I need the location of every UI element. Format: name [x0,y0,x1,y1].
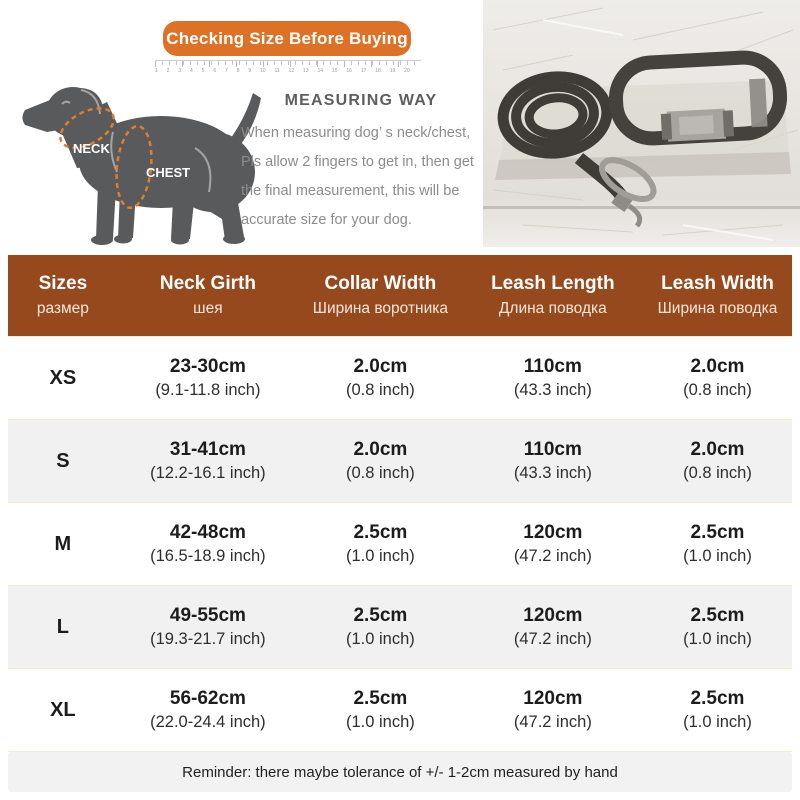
table-row-l [8,586,792,669]
measuring-way-title: MEASURING WAY [284,92,438,109]
neck-girth-cell: 42-48cm (16.5-18.9 inch) [150,522,266,565]
neck-label: NECK [73,141,110,156]
leash-length-cell: 120cm (47.2 inch) [513,522,592,565]
neck-girth-cell: 49-55cm (19.3-21.7 inch) [150,605,266,648]
measuring-line: accurate size for your dog. [241,212,412,228]
size-table [8,255,792,752]
table-row-xl [8,669,792,752]
collar-leash-photo [483,0,800,247]
size-label: S [56,449,70,472]
size-label: XL [50,698,76,721]
table-row-m [8,503,792,586]
neck-girth-cell: 56-62cm (22.0-24.4 inch) [150,688,266,731]
collar-width-cell: 2.0cm (0.8 inch) [345,356,415,399]
leash-length-cell: 110cm (43.3 inch) [513,439,592,482]
collar-slider [749,78,767,127]
collar-width-cell: 2.5cm (1.0 inch) [345,605,415,648]
column-header-sizes: Sizes размер [36,273,89,317]
table-row-s [8,420,792,503]
top-section [0,0,800,255]
leash-width-cell: 2.0cm (0.8 inch) [683,439,752,482]
table-row-xs [8,337,792,420]
chest-label: CHEST [146,165,191,180]
measuring-line: When measuring dog’ s neck/chest, [241,125,471,141]
leash-width-cell: 2.5cm (1.0 inch) [683,522,752,565]
leash-length-cell: 120cm (47.2 inch) [513,688,592,731]
neck-girth-cell: 23-30cm (9.1-11.8 inch) [155,356,261,399]
collar-width-cell: 2.5cm (1.0 inch) [345,522,415,565]
leash-width-cell: 2.5cm (1.0 inch) [683,605,752,648]
column-header-leash-length: Leash Length Длина поводка [491,273,615,317]
dog-measuring-diagram [13,60,271,248]
measuring-line: Pls allow 2 fingers to get in, then get [241,154,474,170]
collar-width-cell: 2.0cm (0.8 inch) [345,439,415,482]
reminder-note: Reminder: there maybe tolerance of +/- 1-2cm measured by hand [8,752,792,792]
leash-width-cell: 2.5cm (1.0 inch) [683,688,752,731]
size-label: XS [49,366,77,389]
size-label: M [54,532,72,555]
column-header-leash-width: Leash Width Ширина поводка [657,273,778,317]
product-photo [483,0,800,247]
ruler-numbers: 1 2 3 4 5 6 7 8 9 10 11 12 13 14 15 16 17 18 19 20 [155,68,410,74]
column-header-collar-width: Collar Width Ширина воротника [312,273,449,317]
leash-width-cell: 2.0cm (0.8 inch) [683,356,752,399]
size-label: L [56,615,69,638]
table-header-row [8,255,792,337]
neck-girth-cell: 31-41cm (12.2-16.1 inch) [150,439,266,482]
leash-length-cell: 110cm (43.3 inch) [513,356,592,399]
leash-length-cell: 120cm (47.2 inch) [513,605,592,648]
column-header-neck-girth: Neck Girth шея [159,273,256,317]
measuring-way-block [241,92,481,235]
collar-width-cell: 2.5cm (1.0 inch) [345,688,415,731]
dog-silhouette [13,60,271,248]
checking-size-badge: Checking Size Before Buying [163,21,411,56]
measuring-line: the final measurement, this will be [241,183,460,199]
